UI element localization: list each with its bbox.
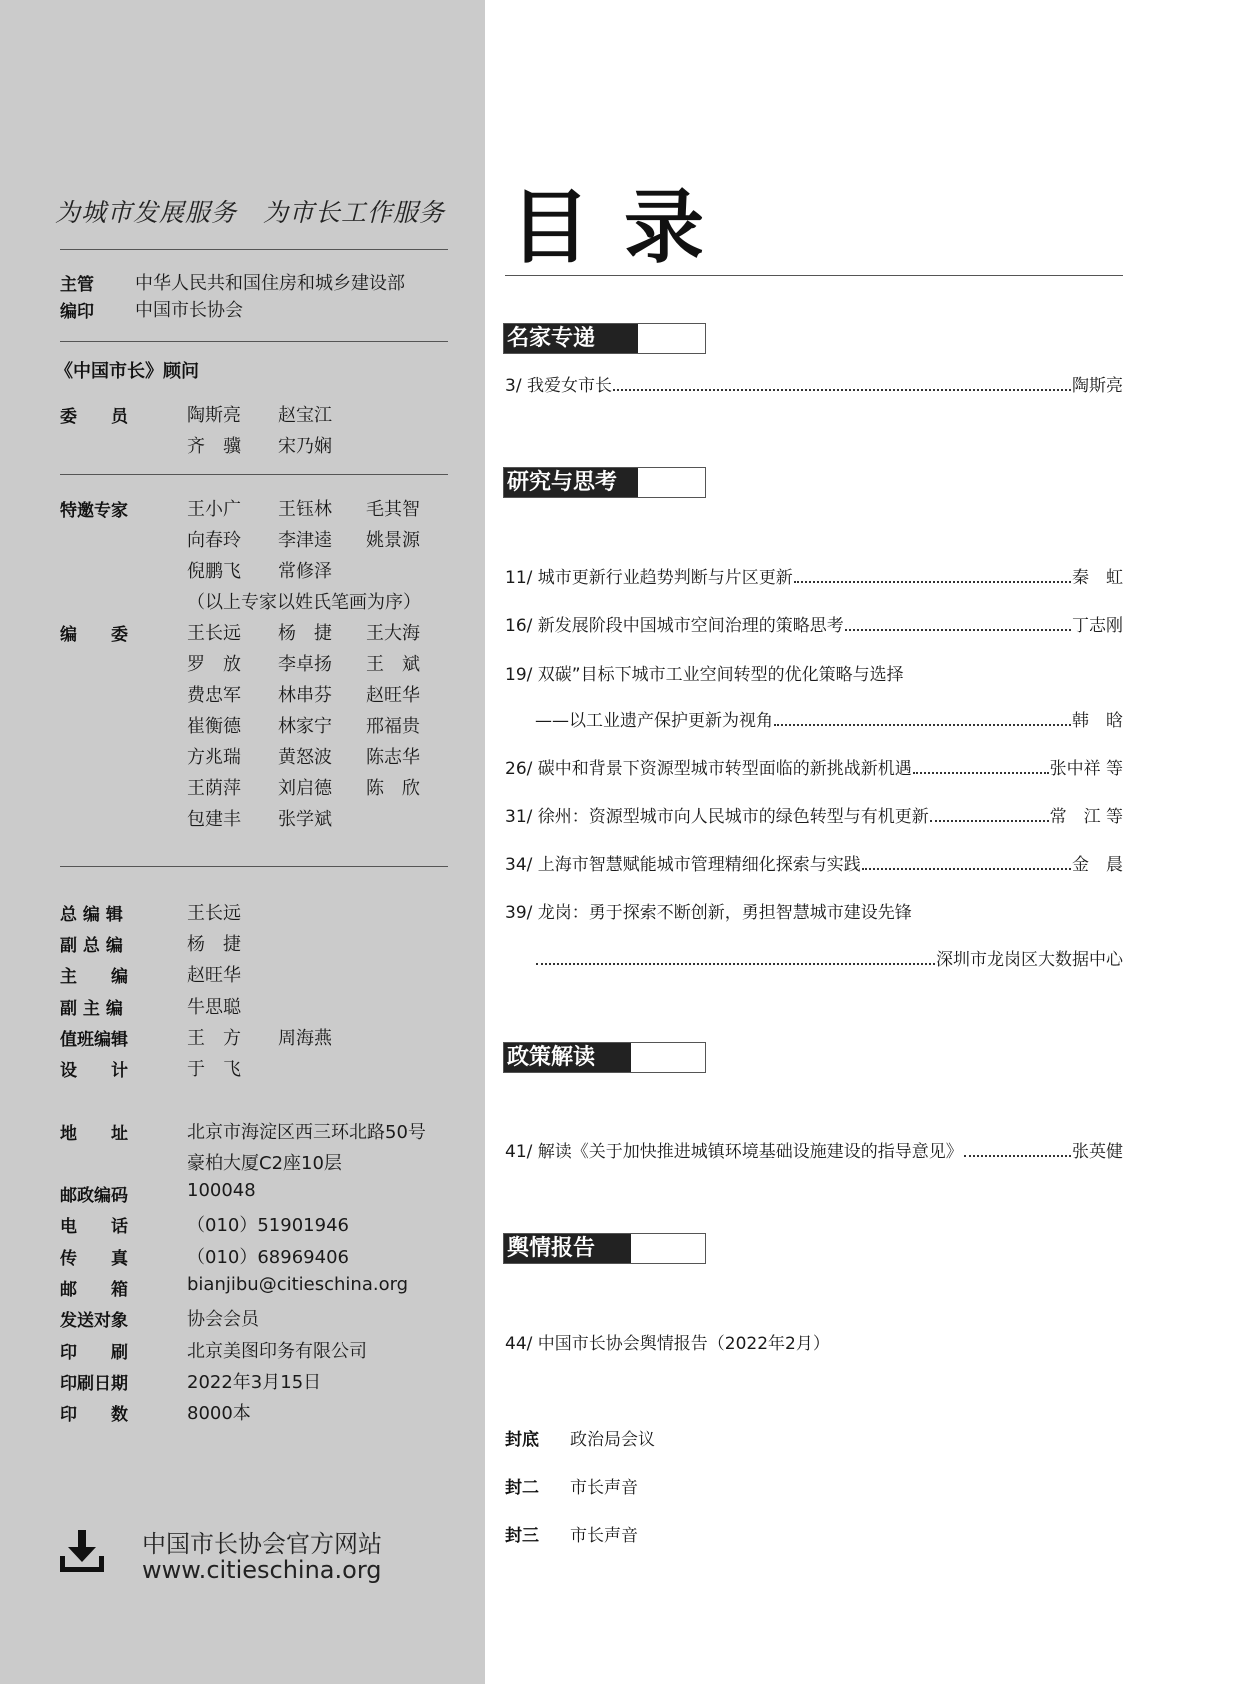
staff-value: 于 飞 xyxy=(187,1059,241,1080)
editor: 费忠军 xyxy=(187,685,241,706)
info-value: （010）68969406 xyxy=(187,1247,349,1268)
info-value: 豪柏大厦C2座10层 xyxy=(187,1153,342,1174)
download-icon xyxy=(60,1530,104,1574)
info-label: 邮 箱 xyxy=(60,1280,128,1300)
entry-author: 金 晨 xyxy=(1072,855,1123,875)
publisher-label: 主管 xyxy=(60,275,94,295)
expert: 王小广 xyxy=(187,499,241,520)
leader-dots xyxy=(930,820,1049,822)
editor: 邢福贵 xyxy=(366,716,420,737)
editor: 王 斌 xyxy=(366,654,420,675)
toc-entry[interactable] xyxy=(535,944,1123,970)
toc-entry[interactable] xyxy=(505,610,1123,636)
editor: 黄怒波 xyxy=(278,747,332,768)
entry-author: 常 江 等 xyxy=(1049,807,1123,827)
publisher-value: 中国市长协会 xyxy=(135,300,243,321)
cover-value[interactable]: 市长声音 xyxy=(570,1478,638,1498)
site-url[interactable]: www.citieschina.org xyxy=(142,1556,382,1584)
toc-entry[interactable] xyxy=(535,705,1123,731)
leader-dots xyxy=(845,629,1071,631)
editor: 杨 捷 xyxy=(278,623,332,644)
publisher-value: 中华人民共和国住房和城乡建设部 xyxy=(135,273,405,294)
leader-dots xyxy=(964,1155,1071,1157)
leader-dots xyxy=(774,724,1071,726)
expert: 王钰林 xyxy=(278,499,332,520)
staff-label: 总 编 辑 xyxy=(60,905,123,925)
editor: 林家宁 xyxy=(278,716,332,737)
editor: 陈 欣 xyxy=(366,778,420,799)
staff-label: 值班编辑 xyxy=(60,1030,128,1050)
committee-member: 齐 骥 xyxy=(187,436,241,457)
expert: 常修泽 xyxy=(278,561,332,582)
toc-entry[interactable] xyxy=(505,370,1123,396)
section-name: 研究与思考 xyxy=(507,470,618,495)
committee-member: 宋乃娴 xyxy=(278,436,332,457)
editor: 罗 放 xyxy=(187,654,241,675)
staff-value: 王长远 xyxy=(187,903,241,924)
staff-value: 牛思聪 xyxy=(187,997,241,1018)
divider xyxy=(60,341,448,342)
entry-author: 丁志刚 xyxy=(1072,616,1123,636)
entry-author: 张英健 xyxy=(1072,1142,1123,1162)
editor: 方兆瑞 xyxy=(187,747,241,768)
staff-value: 周海燕 xyxy=(278,1028,332,1049)
entry-title: 16/ 新发展阶段中国城市空间治理的策略思考 xyxy=(505,616,844,636)
entry-author: 陶斯亮 xyxy=(1072,376,1123,396)
slogan: 为城市发展服务 为市长工作服务 xyxy=(55,198,446,227)
editor: 张学斌 xyxy=(278,809,332,830)
divider xyxy=(60,866,448,867)
info-value: 北京市海淀区西三环北路50号 xyxy=(187,1122,426,1143)
divider xyxy=(60,474,448,475)
publisher-label: 编印 xyxy=(60,302,94,322)
cover-label: 封底 xyxy=(505,1430,539,1450)
info-value: 北京美图印务有限公司 xyxy=(187,1341,367,1362)
toc-entry-title[interactable]: 44/ 中国市长协会舆情报告（2022年2月） xyxy=(505,1334,830,1354)
info-value: （010）51901946 xyxy=(187,1215,349,1236)
toc-title: 目录 xyxy=(510,181,738,274)
staff-value: 杨 捷 xyxy=(187,934,241,955)
info-label: 邮政编码 xyxy=(60,1186,128,1206)
info-value: 2022年3月15日 xyxy=(187,1372,322,1393)
leader-dots xyxy=(913,772,1049,774)
entry-title: 26/ 碳中和背景下资源型城市转型面临的新挑战新机遇 xyxy=(505,759,912,779)
toc-entry[interactable] xyxy=(505,801,1123,827)
leader-dots xyxy=(794,581,1071,583)
entry-title: 41/ 解读《关于加快推进城镇环境基础设施建设的指导意见》 xyxy=(505,1142,963,1162)
staff-value: 赵旺华 xyxy=(187,965,241,986)
divider xyxy=(60,249,448,250)
editor: 刘启德 xyxy=(278,778,332,799)
staff-label: 设 计 xyxy=(60,1061,128,1081)
expert: 姚景源 xyxy=(366,530,420,551)
info-label: 印刷日期 xyxy=(60,1374,128,1394)
entry-title: 31/ 徐州：资源型城市向人民城市的绿色转型与有机更新 xyxy=(505,807,929,827)
editor: 王大海 xyxy=(366,623,420,644)
entry-author: 韩 晗 xyxy=(1072,711,1123,731)
expert: 向春玲 xyxy=(187,530,241,551)
leader-dots xyxy=(613,389,1071,391)
editor: 王荫萍 xyxy=(187,778,241,799)
toc-entry[interactable] xyxy=(505,562,1123,588)
toc-entry[interactable] xyxy=(505,1136,1123,1162)
section-header xyxy=(503,323,706,354)
section-name: 政策解读 xyxy=(507,1045,596,1070)
section-header xyxy=(503,1042,706,1073)
section-name: 舆情报告 xyxy=(507,1236,596,1261)
editor: 王长远 xyxy=(187,623,241,644)
entry-author: 张中祥 等 xyxy=(1049,759,1123,779)
staff-value: 王 方 xyxy=(187,1028,241,1049)
toc-entry-title[interactable]: 39/ 龙岗：勇于探索不断创新，勇担智慧城市建设先锋 xyxy=(505,903,912,923)
info-value: 100048 xyxy=(187,1180,256,1201)
entry-title: 3/ 我爱女市长 xyxy=(505,376,612,396)
expert: 李津逵 xyxy=(278,530,332,551)
toc-entry[interactable] xyxy=(505,849,1123,875)
info-label: 印 数 xyxy=(60,1405,128,1425)
entry-author: 深圳市龙岗区大数据中心 xyxy=(936,950,1123,970)
toc-entry-title[interactable]: 19/ 双碳”目标下城市工业空间转型的优化策略与选择 xyxy=(505,665,904,685)
info-label: 发送对象 xyxy=(60,1311,128,1331)
info-value: bianjibu@citieschina.org xyxy=(187,1274,409,1295)
staff-label: 副 总 编 xyxy=(60,936,123,956)
committee-label: 委 员 xyxy=(60,407,128,427)
info-label: 地 址 xyxy=(60,1124,128,1144)
title-rule xyxy=(505,275,1123,276)
experts-note: （以上专家以姓氏笔画为序） xyxy=(187,592,421,613)
section-header xyxy=(503,467,706,498)
info-label: 印 刷 xyxy=(60,1343,128,1363)
committee-member: 陶斯亮 xyxy=(187,405,241,426)
staff-label: 主 编 xyxy=(60,967,128,987)
committee-member: 赵宝江 xyxy=(278,405,332,426)
info-label: 电 话 xyxy=(60,1217,128,1237)
editor: 陈志华 xyxy=(366,747,420,768)
cover-value[interactable]: 市长声音 xyxy=(570,1526,638,1546)
editor: 李卓扬 xyxy=(278,654,332,675)
editor: 赵旺华 xyxy=(366,685,420,706)
info-value: 8000本 xyxy=(187,1403,251,1424)
entry-author: 秦 虹 xyxy=(1072,568,1123,588)
editor: 包建丰 xyxy=(187,809,241,830)
editors-label: 编 委 xyxy=(60,625,128,645)
advisors-title: 《中国市长》顾问 xyxy=(55,361,199,382)
experts-label: 特邀专家 xyxy=(60,501,128,521)
site-name: 中国市长协会官方网站 xyxy=(142,1530,382,1558)
section-header xyxy=(503,1233,706,1264)
editor: 林串芬 xyxy=(278,685,332,706)
toc-entry[interactable] xyxy=(505,753,1123,779)
info-value: 协会会员 xyxy=(187,1309,259,1330)
leader-dots xyxy=(862,868,1071,870)
entry-title: 11/ 城市更新行业趋势判断与片区更新 xyxy=(505,568,793,588)
staff-label: 副 主 编 xyxy=(60,999,123,1019)
editor: 崔衡德 xyxy=(187,716,241,737)
entry-subtitle: ——以工业遗产保护更新为视角 xyxy=(535,711,773,731)
masthead-panel xyxy=(0,0,485,1684)
info-label: 传 真 xyxy=(60,1249,128,1269)
cover-label: 封三 xyxy=(505,1526,539,1546)
entry-title: 34/ 上海市智慧赋能城市管理精细化探索与实践 xyxy=(505,855,861,875)
cover-label: 封二 xyxy=(505,1478,539,1498)
leader-dots xyxy=(536,963,935,965)
section-name: 名家专递 xyxy=(507,326,596,351)
cover-value[interactable]: 政治局会议 xyxy=(570,1430,655,1450)
expert: 毛其智 xyxy=(366,499,420,520)
expert: 倪鹏飞 xyxy=(187,561,241,582)
